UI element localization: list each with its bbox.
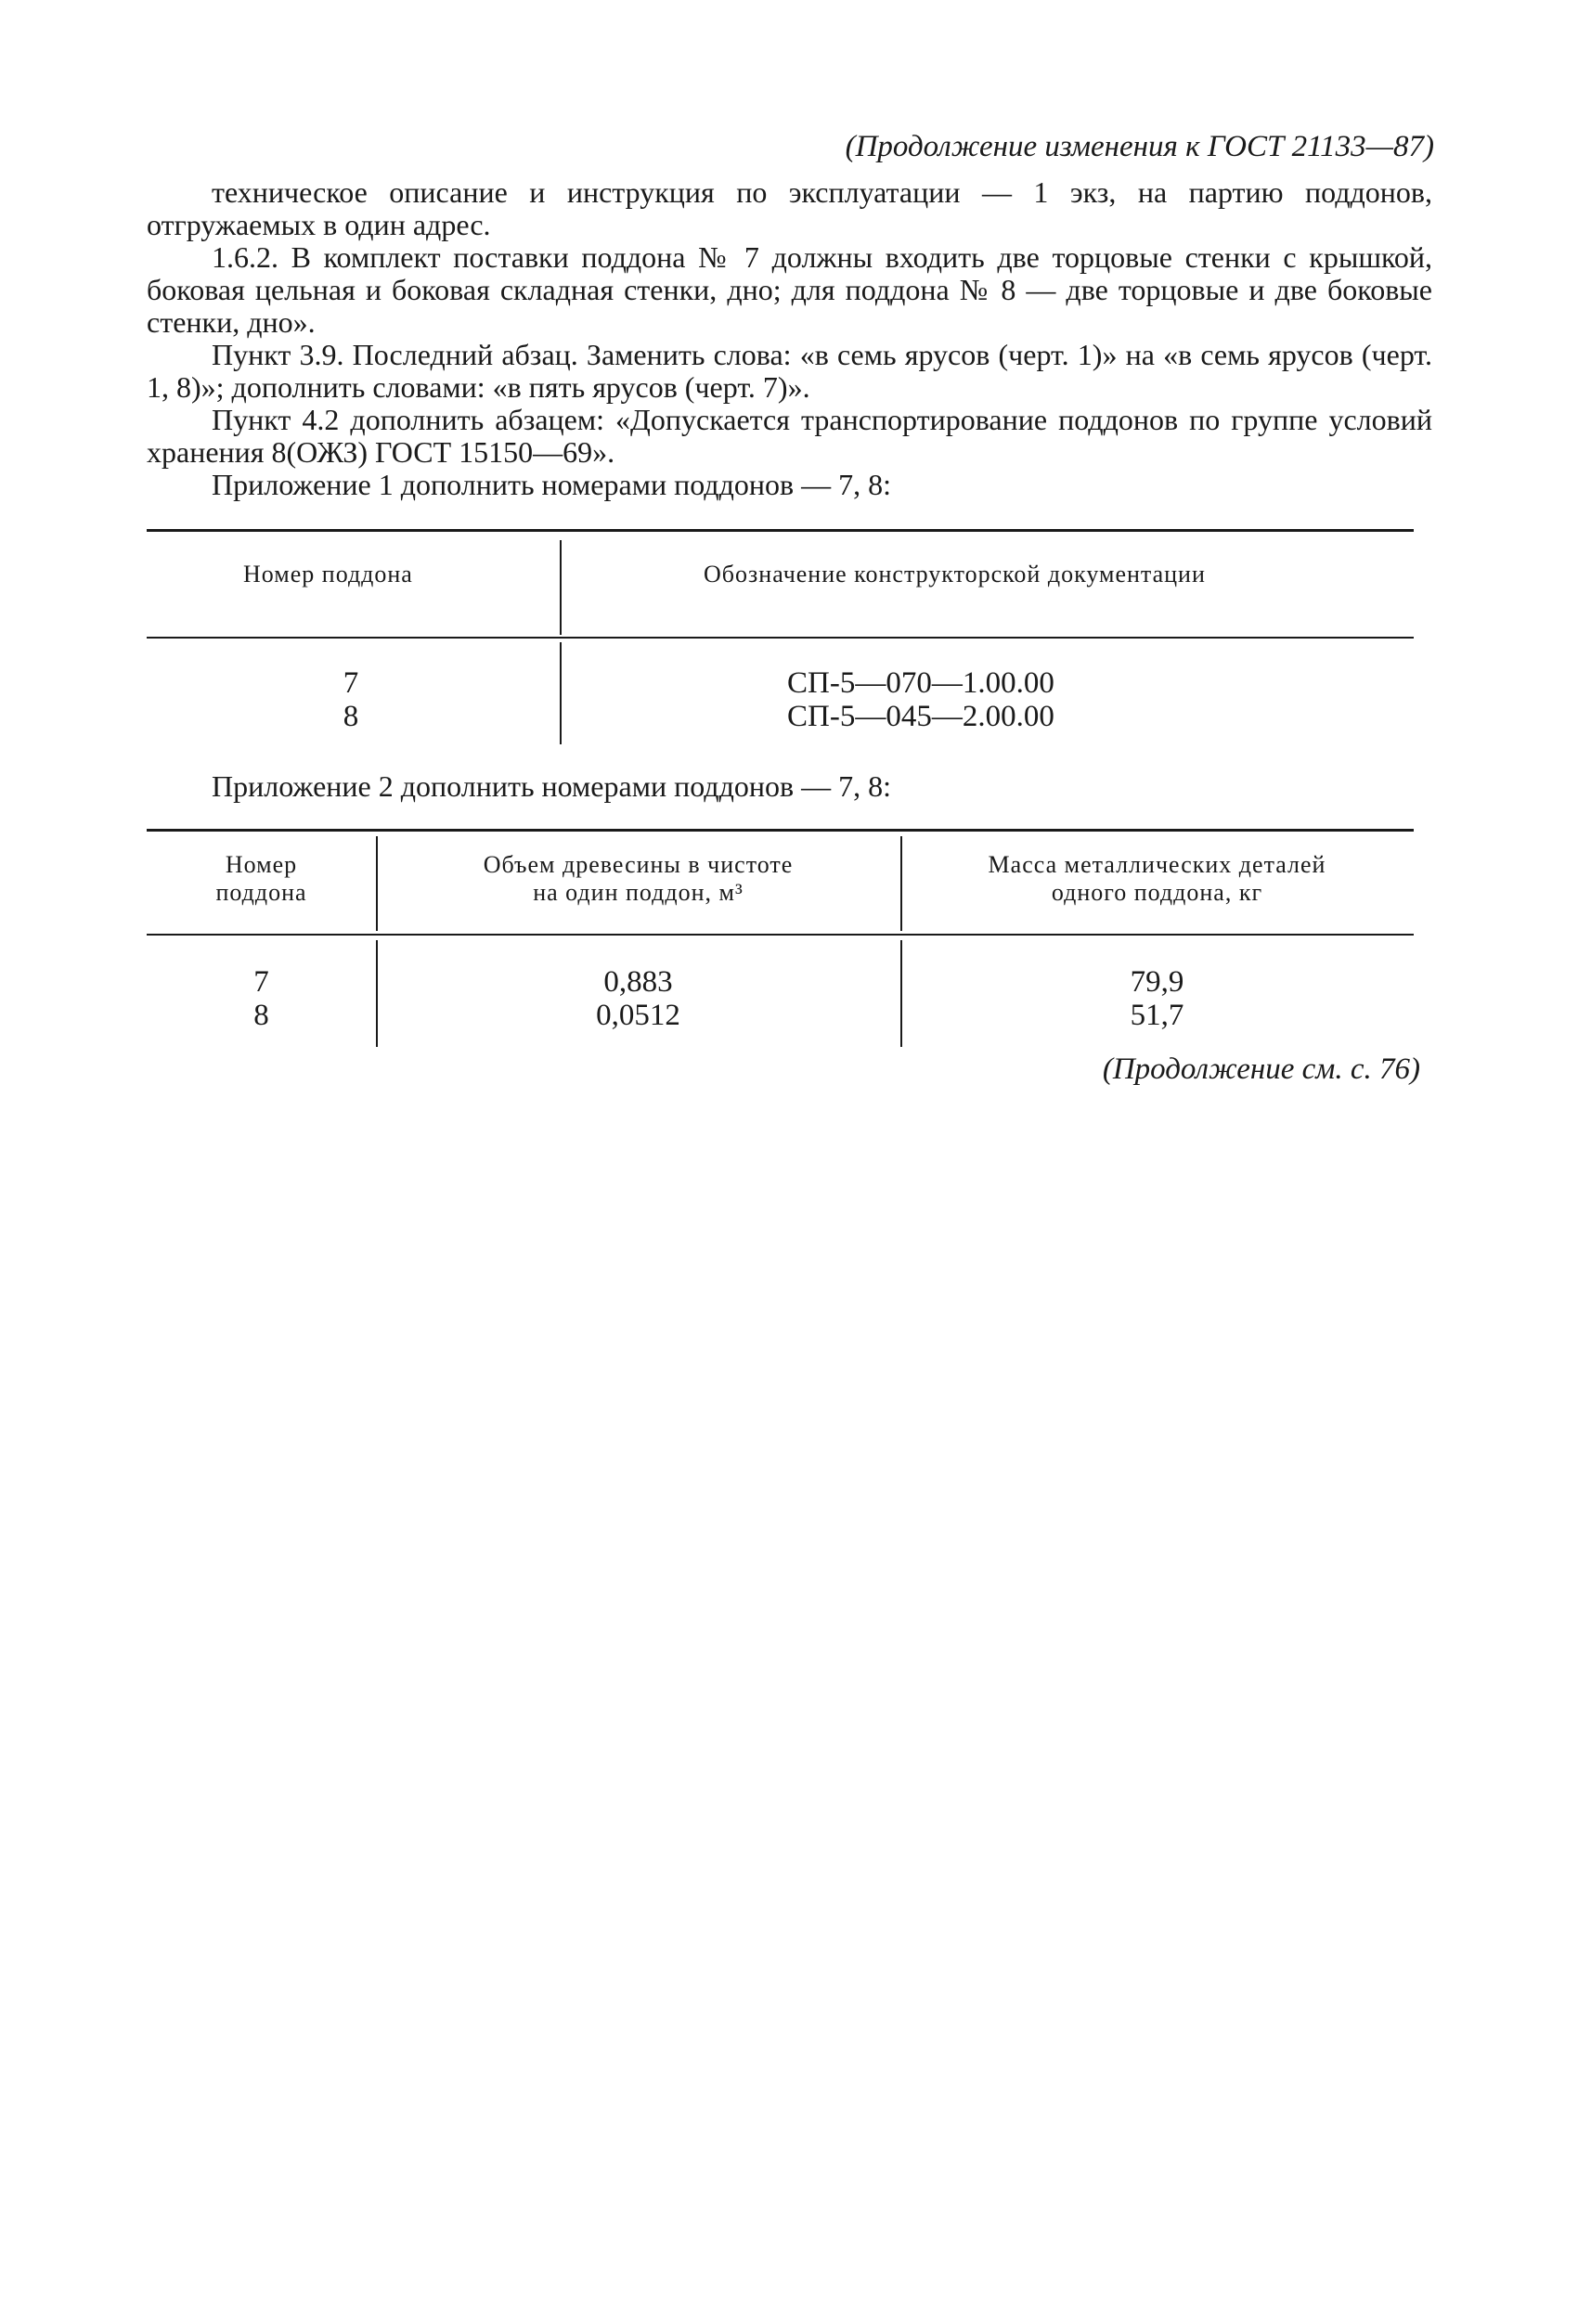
table-cell: 7 — [253, 965, 269, 999]
table-cell: 0,0512 — [596, 999, 680, 1032]
header-line: Объем древесины в чистоте — [483, 851, 794, 878]
table-cell: СП-5—045—2.00.00 — [787, 700, 1054, 733]
header-line: поддона — [215, 879, 307, 906]
column-header-number — [147, 851, 376, 907]
header-line: на один поддон, м³ — [533, 879, 744, 906]
column-header: Обозначение конструкторской документации — [704, 561, 1206, 587]
table-cell: 51,7 — [1130, 999, 1184, 1032]
table-rule — [147, 637, 1414, 639]
table-cell: 79,9 — [1130, 965, 1184, 999]
table-cell: 8 — [343, 700, 359, 733]
paragraph-5: Приложение 1 дополнить номерами поддонов — 7, 8: — [212, 468, 891, 501]
header-line: Масса металлических деталей — [988, 851, 1326, 878]
wood-volume-cell — [376, 965, 900, 1032]
paragraph-1: техническое описание и инструкция по эксплуатации — 1 экз, на партию поддонов, отгружаемых в один адрес. — [147, 175, 1432, 241]
footer-continuation: (Продолжение см. с. 76) — [1102, 1052, 1420, 1086]
paragraph-3: Пункт 3.9. Последний абзац. Заменить слова: «в семь ярусов (черт. 1)» на «в семь ярусов (черт. 1, 8)»; дополнить словами: «в пять ярусов (черт. 7)». — [147, 338, 1432, 404]
table-cell: 0,883 — [603, 965, 673, 999]
header-line: одного поддона, кг — [1051, 879, 1263, 906]
appendix-1-table — [147, 529, 1414, 744]
column-header-mass — [900, 851, 1414, 907]
header-line: Номер — [225, 851, 298, 878]
documentation-cell — [787, 666, 1054, 733]
appendix-2-intro: Приложение 2 дополнить номерами поддонов — 7, 8: — [212, 769, 891, 803]
table-divider — [560, 540, 562, 635]
table-cell: 7 — [343, 666, 359, 700]
pallet-number-cell — [323, 666, 379, 733]
table-divider — [560, 642, 562, 744]
table-cell: СП-5—070—1.00.00 — [787, 666, 1054, 700]
metal-mass-cell — [900, 965, 1414, 1032]
paragraph-2: 1.6.2. В комплект поставки поддона № 7 должны входить две торцовые стенки с крышкой, боковая цельная и боковая складная стенки, дно; для поддона № 8 — две торцовые и две боковые стенки, дно». — [147, 240, 1432, 339]
table-rule — [147, 529, 1414, 532]
pallet-number-cell — [147, 965, 376, 1032]
paragraph-4: Пункт 4.2 дополнить абзацем: «Допускается транспортирование поддонов по группе условий хранения 8(ОЖЗ) ГОСТ 15150—69». — [147, 403, 1432, 469]
body-text — [147, 176, 1432, 501]
column-header: Номер поддона — [243, 561, 413, 587]
column-header-volume — [376, 851, 900, 907]
table-cell: 8 — [253, 999, 269, 1032]
table-rule — [147, 934, 1414, 936]
table-rule — [147, 829, 1414, 832]
header-continuation: (Продолжение изменения к ГОСТ 21133—87) — [845, 130, 1434, 163]
appendix-2-table — [147, 829, 1414, 1047]
